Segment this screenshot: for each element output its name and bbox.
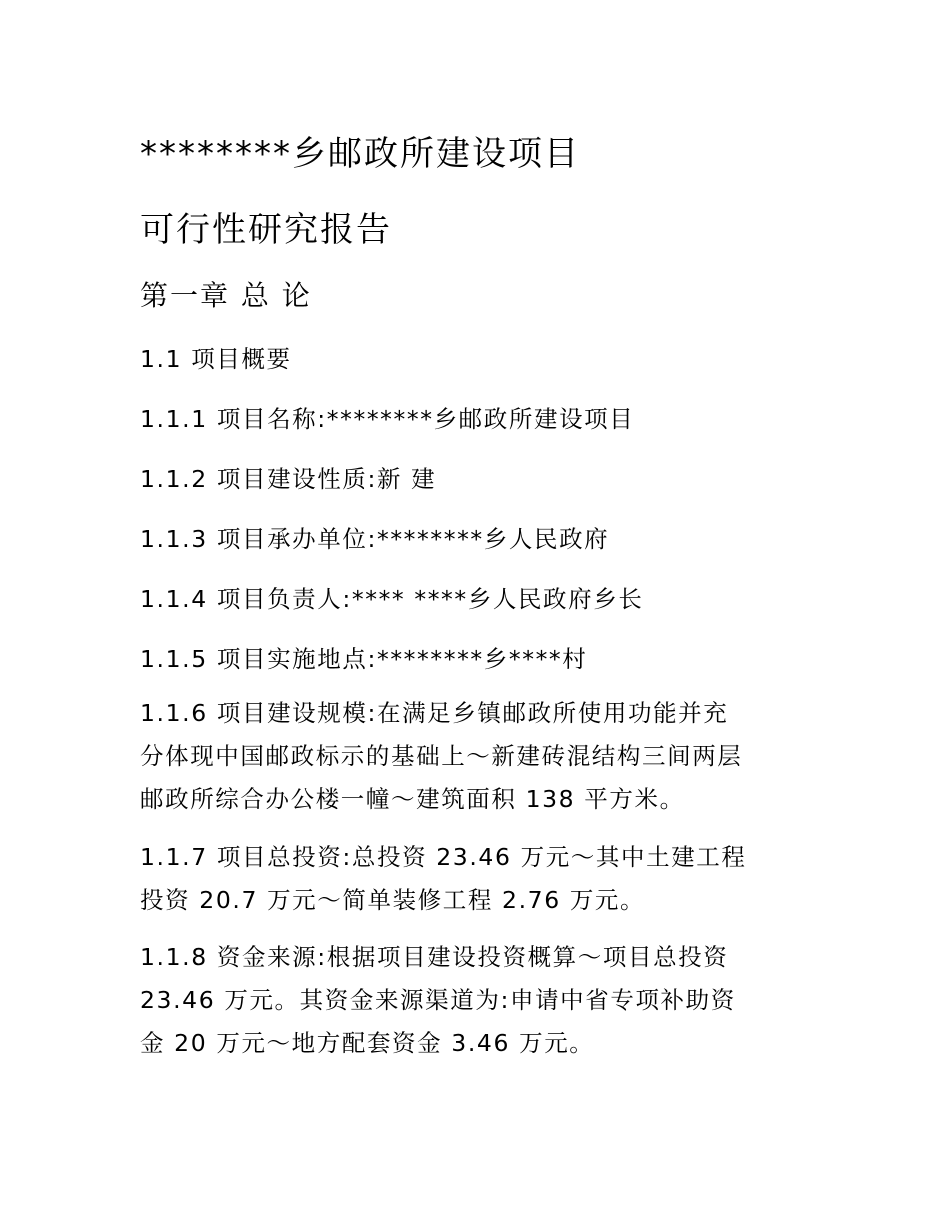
chapter-heading: 第一章 总 论 bbox=[140, 279, 312, 312]
item-construction-scale bbox=[140, 692, 820, 821]
paragraph-line: 23.46 万元。其资金来源渠道为:申请中省专项补助资 bbox=[140, 986, 736, 1014]
paragraph-line: 1.1.8 资金来源:根据项目建设投资概算～项目总投资 bbox=[140, 943, 729, 971]
item-responsible-person: 1.1.4 项目负责人:**** ****乡人民政府乡长 bbox=[140, 585, 644, 613]
section-heading-1-1: 1.1 项目概要 bbox=[140, 345, 292, 373]
item-project-name: 1.1.1 项目名称:********乡邮政所建设项目 bbox=[140, 405, 635, 433]
paragraph-line: 1.1.7 项目总投资:总投资 23.46 万元～其中土建工程 bbox=[140, 843, 747, 871]
paragraph-line: 分体现中国邮政标示的基础上～新建砖混结构三间两层 bbox=[140, 742, 743, 770]
document-title-line1: ********乡邮政所建设项目 bbox=[140, 134, 580, 174]
item-location: 1.1.5 项目实施地点:********乡****村 bbox=[140, 645, 588, 673]
item-total-investment bbox=[140, 836, 820, 922]
item-funding-source bbox=[140, 936, 820, 1065]
paragraph-line: 1.1.6 项目建设规模:在满足乡镇邮政所使用功能并充 bbox=[140, 699, 729, 727]
paragraph-line: 金 20 万元～地方配套资金 3.46 万元。 bbox=[140, 1029, 595, 1057]
item-undertaking-unit: 1.1.3 项目承办单位:********乡人民政府 bbox=[140, 525, 610, 553]
paragraph-line: 投资 20.7 万元～简单装修工程 2.76 万元。 bbox=[140, 886, 646, 914]
paragraph-line: 邮政所综合办公楼一幢～建筑面积 138 平方米。 bbox=[140, 785, 685, 813]
item-construction-nature: 1.1.2 项目建设性质:新 建 bbox=[140, 465, 437, 493]
document-title-line2: 可行性研究报告 bbox=[140, 210, 392, 250]
